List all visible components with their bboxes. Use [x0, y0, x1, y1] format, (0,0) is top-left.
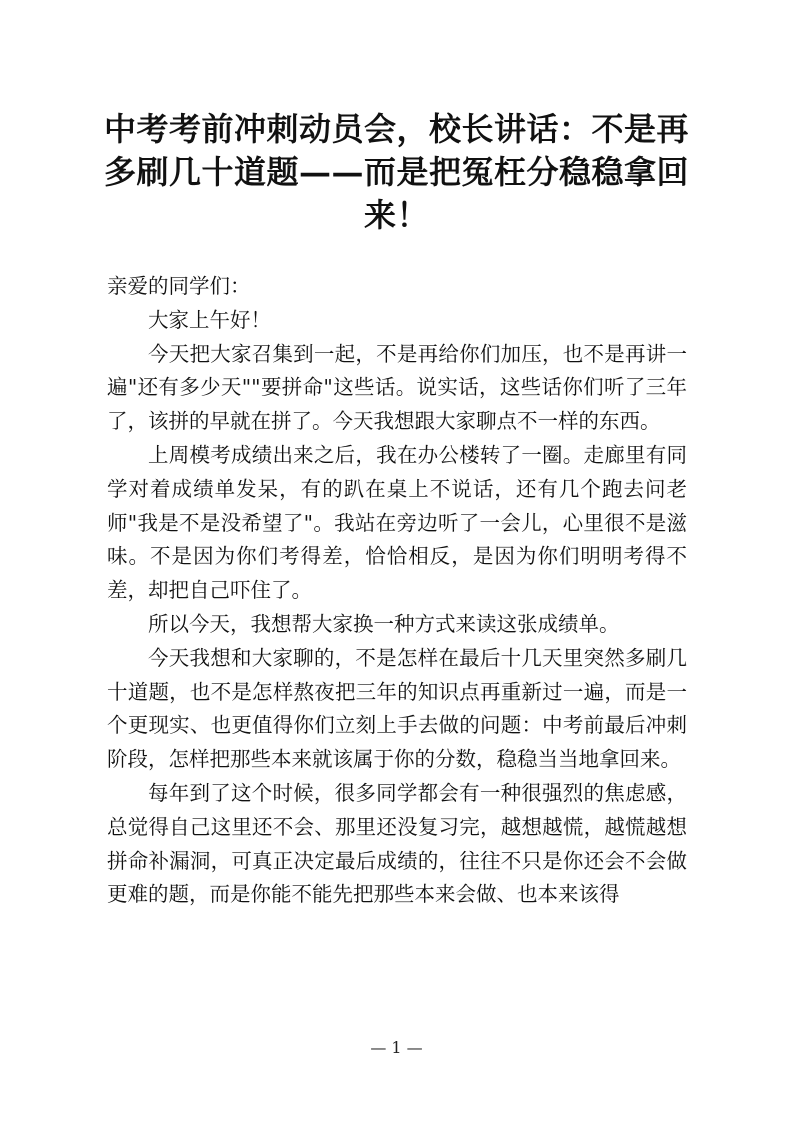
paragraph-1: 今天把大家召集到一起，不是再给你们加压，也不是再讲一遍"还有多少天""要拼命"这些话。说实话，这些话你们听了三年了，该拼的早就在拼了。今天我想跟大家聊点不一样的东西。 [107, 341, 687, 434]
paragraph-5: 每年到了这个时候，很多同学都会有一种很强烈的焦虑感，总觉得自己这里还不会、那里还没复习完，越想越慌，越慌越想拼命补漏洞，可真正决定最后成绩的，往往不只是你还会不会做更难的题，而是你能不能先把那些本来会做、也本来该得 [107, 780, 687, 907]
paragraph-3: 所以今天，我想帮大家换一种方式来读这张成绩单。 [148, 611, 620, 636]
document-title: 中考考前冲刺动员会，校长讲话：不是再多刷几十道题——而是把冤枉分稳稳拿回来！ [103, 110, 689, 234]
paragraph-greeting: 大家上午好！ [148, 307, 271, 332]
paragraph-2: 上周模考成绩出来之后，我在办公楼转了一圈。走廊里有同学对着成绩单发呆，有的趴在桌上不说话，还有几个跑去问老师"我是不是没希望了"。我站在旁边听了一会儿，心里很不是滋味。不是因为你们考得差，恰恰相反，是因为你们明明考得不差，却把自己吓住了。 [107, 442, 687, 603]
salutation: 亲爱的同学们： [107, 274, 251, 298]
paragraph-4: 今天我想和大家聊的，不是怎样在最后十几天里突然多刷几十道题，也不是怎样熬夜把三年的知识点再重新过一遍，而是一个更现实、也更值得你们立刻上手去做的问题：中考前最后冲刺阶段，怎样把那些本来就该属于你的分数，稳稳当当地拿回来。 [107, 645, 687, 772]
document-body [107, 270, 687, 912]
page-number: — 1 — [370, 1038, 423, 1057]
